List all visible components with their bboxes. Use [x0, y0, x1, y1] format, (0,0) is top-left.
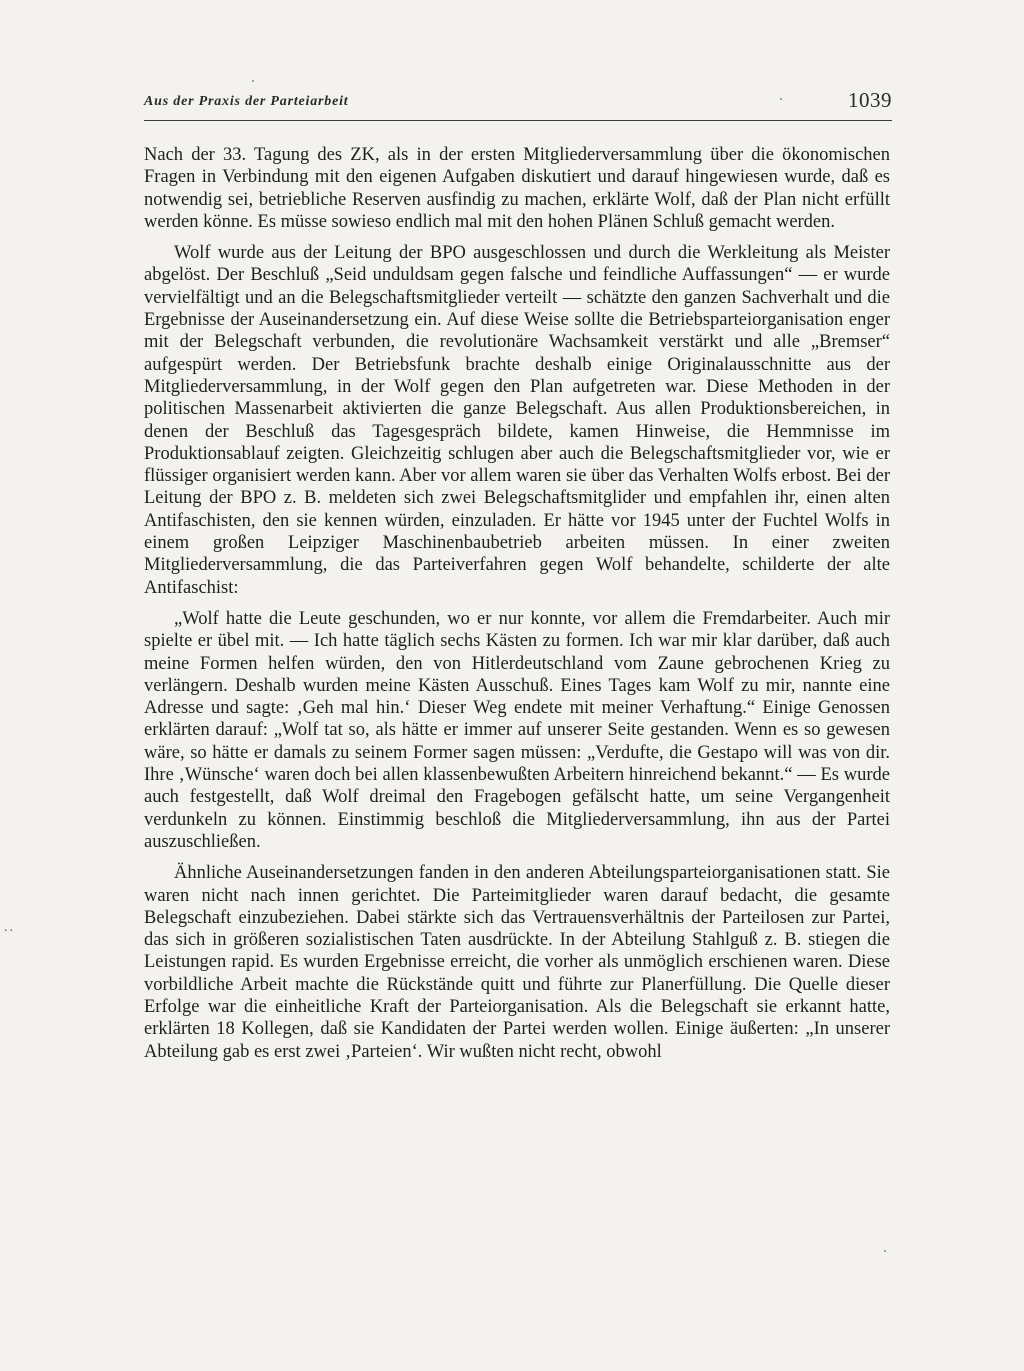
scan-speck	[252, 80, 254, 82]
scan-speck	[884, 1250, 886, 1252]
header-rule	[144, 120, 892, 121]
page-header	[144, 88, 892, 118]
body-text	[144, 144, 890, 1063]
scan-speck	[780, 98, 782, 100]
page-number: 1039	[848, 88, 892, 112]
paragraph-3-quote: „Wolf hatte die Leute geschunden, wo er nur konnte, vor allem die Fremdarbeiter. Auch mir spielte er übel mit. — Ich hatte täglich sechs Kästen zu formen. Ich war mir klar darüber, daß auch meine Formen helfen würden, den von Hitlerdeutschland vom Zaune gebrochenen Krieg zu verlängern. Deshalb wurden meine Kästen Ausschuß. Eines Tages kam Wolf zu mir, nannte eine Adresse und sagte: ‚Geh mal hin.‘ Dieser Weg endete mit meiner Verhaftung.“ Einige Genossen erklärten darauf: „Wolf tat so, als hätte er immer auf unserer Seite gestanden. Wenn es so gewesen wäre, so hätte er damals zu seinem Former sagen müssen: „Verdufte, die Gestapo will was von dir. Ihre ‚Wünsche‘ waren doch bei allen klassenbewußten Arbeitern hinreichend bekannt.“ — Es wurde auch festgestellt, daß Wolf dreimal den Fragebogen gefälscht hatte, um seine Vergangenheit verdunkeln zu können. Einstimmig beschloß die Mitgliederversammlung, ihn aus der Partei auszuschließen.	[144, 608, 890, 852]
margin-mark: ..	[4, 920, 15, 935]
running-title: Aus der Praxis der Parteiarbeit	[144, 94, 349, 109]
paragraph-1: Nach der 33. Tagung des ZK, als in der ersten Mitgliederversammlung über die ökonomischen Fragen in Verbindung mit den eigenen Aufgaben diskutiert und darauf hingewiesen wurde, daß es notwendig sei, betriebliche Reserven ausfindig zu machen, erklärte Wolf, daß der Plan nicht erfüllt werden könne. Es müsse sowieso endlich mal mit den hohen Plänen Schluß gemacht werden.	[144, 145, 890, 232]
paragraph-4: Ähnliche Auseinandersetzungen fanden in den anderen Abteilungsparteiorganisationen statt. Sie waren nicht nach innen gerichtet. Die Parteimitglieder waren darauf bedacht, die gesamte Belegschaft einzubeziehen. Dabei stärkte sich das Vertrauensverhältnis der Parteilosen zur Partei, das sich in größeren sozialistischen Taten ausdrückte. In der Abteilung Stahlguß z. B. stiegen die Leistungen rapid. Es wurden Ergebnisse erreicht, die vorher als unmöglich erschienen waren. Diese vorbildliche Arbeit machte die Rückstände quitt und führte zur Planerfüllung. Die Quelle dieser Erfolge war die einheitliche Kraft der Parteiorganisation. Als die Belegschaft sie erkannt hatte, erklärten 18 Kollegen, daß sie Kandidaten der Partei werden wollen. Einige äußerten: „In unserer Abteilung gab es erst zwei ‚Parteien‘. Wir wußten nicht recht, obwohl	[144, 863, 890, 1062]
paragraph-2: Wolf wurde aus der Leitung der BPO ausgeschlossen und durch die Werkleitung als Meister abgelöst. Der Beschluß „Seid unduldsam gegen falsche und feindliche Auffassungen“ — er wurde vervielfältigt und an die Belegschaftsmitglieder verteilt — schätzte den ganzen Sachverhalt und die Ergebnisse der Auseinandersetzung ein. Auf diese Weise sollte die Betriebsparteiorganisation enger mit der Belegschaft verbunden, die revolutionäre Wachsamkeit verstärkt und alle „Bremser“ aufgespürt werden. Der Betriebsfunk brachte deshalb einige Originalausschnitte aus der Mitgliederversammlung, in der Wolf gegen den Plan aufgetreten war. Diese Methoden in der politischen Massenarbeit aktivierten die ganze Belegschaft. Aus allen Produktionsbereichen, in denen der Beschluß das Tagesgespräch bildete, kamen Hinweise, die Hemmnisse im Produktionsablauf zeigten. Gleichzeitig schlugen aber auch die Belegschaftsmitglieder vor, wie er flüssiger organisiert werden kann. Aber vor allem waren sie über das Verhalten Wolfs erbost. Bei der Leitung der BPO z. B. meldeten sich zwei Belegschaftsmitglider und empfahlen ihr, einen alten Antifaschisten, den sie kennen würden, einzuladen. Er hätte vor 1945 unter der Fuchtel Wolfs in einem großen Leipziger Maschinenbaubetrieb arbeiten müssen. In einer zweiten Mitgliederversammlung, die das Parteiverfahren gegen Wolf behandelte, schilderte der alte Antifaschist:	[144, 243, 890, 598]
